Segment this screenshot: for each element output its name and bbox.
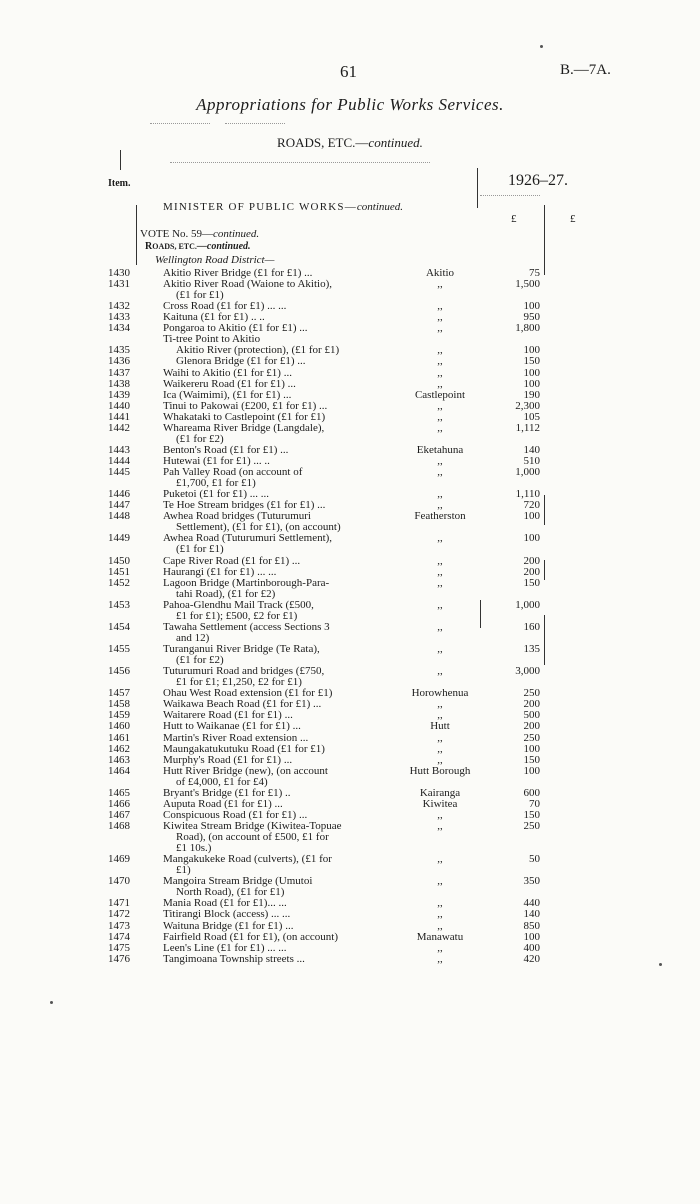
district-name: ,, [437,742,443,755]
amount-value: 2,300 [515,399,540,412]
amount-value: 100 [523,300,540,313]
item-number: 1454 [108,620,130,633]
item-description: Glenora Bridge (£1 for £1) ... [176,355,306,368]
item-description: Te Hoe Stream bridges (£1 for £1) ... [163,499,326,512]
item-description: (£1 for £2) [176,432,224,445]
amount-value: 100 [523,510,540,523]
amount-value: 510 [523,455,540,468]
vote-continued: continued. [213,228,260,240]
item-number: 1462 [108,742,130,755]
item-number: 1436 [108,355,130,368]
item-number: 1463 [108,753,130,766]
item-number: 1446 [108,488,130,501]
amount-value: 1,500 [515,278,540,291]
amount-value: 3,000 [515,665,540,678]
item-number: 1433 [108,311,130,324]
amount-value: 200 [523,720,540,733]
district-name: ,, [437,410,443,423]
table-row [0,699,700,710]
amount-value: 75 [529,267,540,279]
table-row [0,898,700,909]
table-row [0,666,700,688]
district-name: ,, [437,278,443,291]
district-name: Featherston [414,510,466,523]
amount-value: 200 [523,565,540,578]
table-row [0,799,700,810]
district-name: ,, [437,698,443,711]
item-description: Bryant's Bridge (£1 for £1) .. [163,786,291,799]
district-name: ,, [437,499,443,512]
item-number: 1455 [108,643,130,656]
item-description: Tuturumuri Road and bridges (£750, [163,665,325,678]
item-description: Pahoa-Glendhu Mail Track (£500, [163,598,314,611]
district-name: ,, [437,311,443,324]
table-row [0,854,700,876]
item-description: £1 10s.) [176,842,212,855]
table-row [0,390,700,401]
currency-symbol-2: £ [570,213,576,225]
amount-value: 420 [523,952,540,965]
district-name: ,, [437,643,443,656]
amount-value: 100 [523,742,540,755]
district-name: ,, [437,620,443,633]
district-name: ,, [437,399,443,412]
page-number: 61 [340,62,357,81]
item-number: 1441 [108,410,130,423]
item-number: 1443 [108,443,130,456]
item-description: Tangimoana Township streets ... [163,952,305,965]
item-number: 1434 [108,322,130,335]
amount-value: 250 [523,820,540,832]
item-description: Settlement), (£1 for £1), (on account) [176,521,341,534]
item-number: 1437 [108,366,130,379]
item-description: Pah Valley Road (on account of [163,466,303,479]
table-row [0,688,700,699]
item-description: Haurangi (£1 for £1) ... ... [163,565,277,578]
district-name: Manawatu [416,930,464,943]
item-number: 1449 [108,532,130,545]
district-name: Hutt [430,720,450,733]
item-number: 1465 [108,786,130,799]
table-row [0,932,700,943]
item-description: Mania Road (£1 for £1)... ... [163,897,287,910]
amount-value: 200 [523,698,540,711]
item-number: 1439 [108,388,130,401]
item-description: Akitio River Road (Waione to Akitio), [163,278,332,291]
item-number: 1457 [108,687,130,700]
district-name: Kairanga [419,786,461,799]
district-name: ,, [437,897,443,910]
item-number: 1444 [108,455,130,468]
table-row [0,334,700,345]
table-row [0,556,700,567]
table-row [0,578,700,600]
item-description: Awhea Road (Tuturumuri Settlement), [163,532,333,545]
item-number: 1468 [108,820,130,832]
item-number: 1445 [108,466,130,479]
district-name: ,, [437,853,443,866]
item-number: 1435 [108,344,130,357]
speck-1 [540,45,543,48]
subtitle-continued: continued. [368,135,423,150]
item-number: 1475 [108,941,130,954]
table-row [0,755,700,766]
item-description: Ohau West Road extension (£1 for £1) [163,687,333,700]
amount-value: 100 [523,366,540,379]
item-description: Tawaha Settlement (access Sections 3 [163,620,330,633]
amount-value: 1,110 [515,488,540,501]
table-row [0,921,700,932]
table-row [0,356,700,367]
amount-value: 600 [523,786,540,799]
item-description: Lagoon Bridge (Martinborough-Para- [163,576,330,589]
item-number: 1442 [108,421,130,434]
item-description: Whakataki to Castlepoint (£1 for £1) [163,410,326,423]
district-name: ,, [437,455,443,468]
item-number: 1460 [108,720,130,733]
minister-continued: continued. [356,201,404,213]
district-name: ,, [437,820,443,832]
table-row [0,379,700,390]
column-header-year: 1926–27. [508,172,568,189]
item-description: Waikereru Road (£1 for £1) ... [163,377,296,390]
roads-smallcaps: OADS, ETC. [152,242,197,251]
item-description: of £4,000, £1 for £4) [176,775,268,788]
amount-value: 350 [523,875,540,888]
item-description: and 12) [176,631,210,644]
item-description: Akitio River Bridge (£1 for £1) ... [163,267,313,279]
district-name: ,, [437,919,443,932]
item-number: 1432 [108,300,130,313]
item-number: 1470 [108,875,130,888]
table-row [0,323,700,334]
amount-value: 500 [523,709,540,722]
district-name: ,, [437,377,443,390]
table-row [0,876,700,898]
amount-value: 1,000 [515,466,540,479]
district-name: ,, [437,366,443,379]
item-description: Hutt to Waikanae (£1 for £1) ... [163,720,301,733]
item-number: 1452 [108,576,130,589]
district-name: ,, [437,952,443,965]
item-description: (£1 for £1) [176,543,224,556]
amount-value: 1,112 [515,421,540,434]
amount-value: 850 [523,919,540,932]
item-description: Benton's Road (£1 for £1) ... [163,443,289,456]
district-name: ,, [437,665,443,678]
table-row [0,401,700,412]
item-description: Cross Road (£1 for £1) ... ... [163,300,287,313]
amount-value: 140 [523,443,540,456]
amount-value: 1,000 [515,598,540,611]
item-number: 1471 [108,897,130,910]
table-row [0,954,700,965]
amount-value: 140 [523,908,540,921]
item-number: 1476 [108,952,130,965]
table-row [0,279,700,301]
roads-initial: R [145,241,153,252]
item-description: Mangakukeke Road (culverts), (£1 for [163,853,332,866]
table-row [0,909,700,920]
district-name: Castlepoint [414,388,466,401]
vote-label: VOTE No. 59— [140,228,214,240]
table-row [0,412,700,423]
item-number: 1466 [108,797,130,810]
district-name: ,, [437,941,443,954]
amount-value: 100 [523,764,540,777]
item-description: Road), (on account of £500, £1 for [176,831,329,844]
item-description: Waihi to Akitio (£1 for £1) ... [163,366,292,379]
table-row [0,445,700,456]
district-name: ,, [437,598,443,611]
table-row [0,489,700,500]
amount-value: 50 [529,853,540,866]
district-name: ,, [437,808,443,821]
table-row [0,622,700,644]
district-name: Hutt Borough [409,764,471,777]
table-row [0,301,700,312]
item-number: 1430 [108,267,130,279]
item-description: Martin's River Road extension ... [163,731,309,744]
table-row [0,456,700,467]
item-description: Awhea Road bridges (Tuturumuri [163,510,311,523]
item-description: (£1 for £2) [176,654,224,667]
item-number: 1464 [108,764,130,777]
column-header-item: Item. [108,178,131,189]
item-number: 1472 [108,908,130,921]
item-description: £1 for £1); £500, £2 for £1) [176,609,298,622]
item-description: Titirangi Block (access) ... ... [163,908,291,921]
amount-value: 400 [523,941,540,954]
item-description: Fairfield Road (£1 for £1), (on account) [163,930,339,943]
item-description: Maungakatukutuku Road (£1 for £1) [163,742,325,755]
item-description: Tinui to Pakowai (£200, £1 for £1) ... [163,399,328,412]
amount-value: 135 [523,643,540,656]
item-number: 1459 [108,709,130,722]
speck-3 [50,1001,53,1004]
district-name: ,, [437,421,443,434]
item-description: Pongaroa to Akitio (£1 for £1) ... [163,322,308,335]
district-name: ,, [437,344,443,357]
amount-value: 1,800 [515,322,540,335]
district-name: ,, [437,322,443,335]
roads-continued: —continued. [196,241,251,252]
item-number: 1456 [108,665,130,678]
district-name: ,, [437,355,443,368]
amount-value: 440 [523,897,540,910]
table-row [0,733,700,744]
item-description: Hutt River Bridge (new), (on account [163,764,328,777]
item-description: Waituna Bridge (£1 for £1) ... [163,919,294,932]
district-name: ,, [437,488,443,501]
district-name: Eketahuna [416,443,464,456]
item-description: Kiwitea Stream Bridge (Kiwitea-Topuae [163,820,342,832]
amount-value: 100 [523,377,540,390]
item-number: 1458 [108,698,130,711]
district-name: ,, [437,753,443,766]
amount-value: 190 [523,388,540,401]
table-row [0,821,700,854]
table-row [0,533,700,555]
district-name: Kiwitea [422,797,458,810]
item-description: Akitio River (protection), (£1 for £1) [176,344,340,357]
item-description: tahi Road), (£1 for £2) [176,587,276,600]
district-name: ,, [437,731,443,744]
table-row [0,500,700,511]
item-number: 1467 [108,808,130,821]
item-number: 1453 [108,598,130,611]
item-number: 1447 [108,499,130,512]
district-name: ,, [437,565,443,578]
table-row [0,644,700,666]
amount-value: 250 [523,731,540,744]
item-description: Whareama River Bridge (Langdale), [163,421,325,434]
amount-value: 250 [523,687,540,700]
district-name: ,, [437,875,443,888]
amount-value: 150 [523,753,540,766]
item-number: 1451 [108,565,130,578]
item-description: Ti-tree Point to Akitio [163,333,261,346]
item-description: North Road), (£1 for £1) [176,886,285,899]
minister-label: MINISTER OF PUBLIC WORKS— [163,201,357,213]
table-row [0,943,700,954]
item-description: Hutewai (£1 for £1) ... .. [163,455,270,468]
amount-value: 150 [523,355,540,368]
item-description: Mangoira Stream Bridge (Umutoi [163,875,313,888]
district-name: ,, [437,554,443,567]
district-name: ,, [437,576,443,589]
table-row [0,710,700,721]
table-row [0,268,700,279]
table-row [0,721,700,732]
amount-value: 150 [523,808,540,821]
table-row [0,766,700,788]
item-description: Waitarere Road (£1 for £1) ... [163,709,293,722]
item-number: 1438 [108,377,130,390]
amount-value: 70 [529,797,540,810]
item-description: Cape River Road (£1 for £1) ... [163,554,301,567]
district-name: Akitio [425,267,455,279]
item-number: 1461 [108,731,130,744]
table-row [0,744,700,755]
district-name: ,, [437,908,443,921]
district-name: ,, [437,466,443,479]
item-number: 1469 [108,853,130,866]
amount-value: 150 [523,576,540,589]
page-title: Appropriations for Public Works Services. [196,95,504,114]
item-number: 1450 [108,554,130,567]
district-name: ,, [437,532,443,545]
item-number: 1431 [108,278,130,291]
table-row [0,312,700,323]
table-row [0,600,700,622]
item-description: Turanganui River Bridge (Te Rata), [163,643,320,656]
amount-value: 105 [523,410,540,423]
speck-2 [659,963,662,966]
item-description: Waikawa Beach Road (£1 for £1) ... [163,698,322,711]
amount-value: 200 [523,554,540,567]
table-row [0,511,700,533]
district-name: ,, [437,709,443,722]
amount-value: 100 [523,930,540,943]
table-row [0,810,700,821]
district-heading: Wellington Road District— [155,254,275,266]
item-description: Puketoi (£1 for £1) ... ... [163,488,270,501]
item-number: 1440 [108,399,130,412]
item-description: Leen's Line (£1 for £1) ... ... [163,941,287,954]
district-name: ,, [437,300,443,313]
item-description: Auputa Road (£1 for £1) ... [163,797,283,810]
district-name: Horowhenua [411,687,469,700]
item-description: Conspicuous Road (£1 for £1) ... [163,808,308,821]
item-number: 1473 [108,919,130,932]
currency-symbol-1: £ [511,213,517,225]
table-row [0,467,700,489]
item-description: Murphy's Road (£1 for £1) ... [163,753,293,766]
table-row [0,788,700,799]
item-description: (£1 for £1) [176,289,224,302]
item-description: £1 for £1; £1,250, £2 for £1) [176,676,302,689]
item-description: £1,700, £1 for £1) [176,477,256,490]
item-description: £1) [176,864,191,877]
item-number: 1474 [108,930,130,943]
item-description: Kaituna (£1 for £1) .. .. [163,311,265,324]
item-number: 1448 [108,510,130,523]
table-row [0,567,700,578]
subtitle-main: ROADS, ETC.— [277,135,369,150]
amount-value: 100 [523,344,540,357]
item-description: Ica (Waimimi), (£1 for £1) ... [163,388,292,401]
table-row [0,423,700,445]
amount-value: 950 [523,311,540,324]
amount-value: 100 [523,532,540,545]
amount-value: 160 [523,620,540,633]
table-row [0,345,700,356]
table-row [0,368,700,379]
amount-value: 720 [523,499,540,512]
document-code: B.—7A. [560,62,611,78]
